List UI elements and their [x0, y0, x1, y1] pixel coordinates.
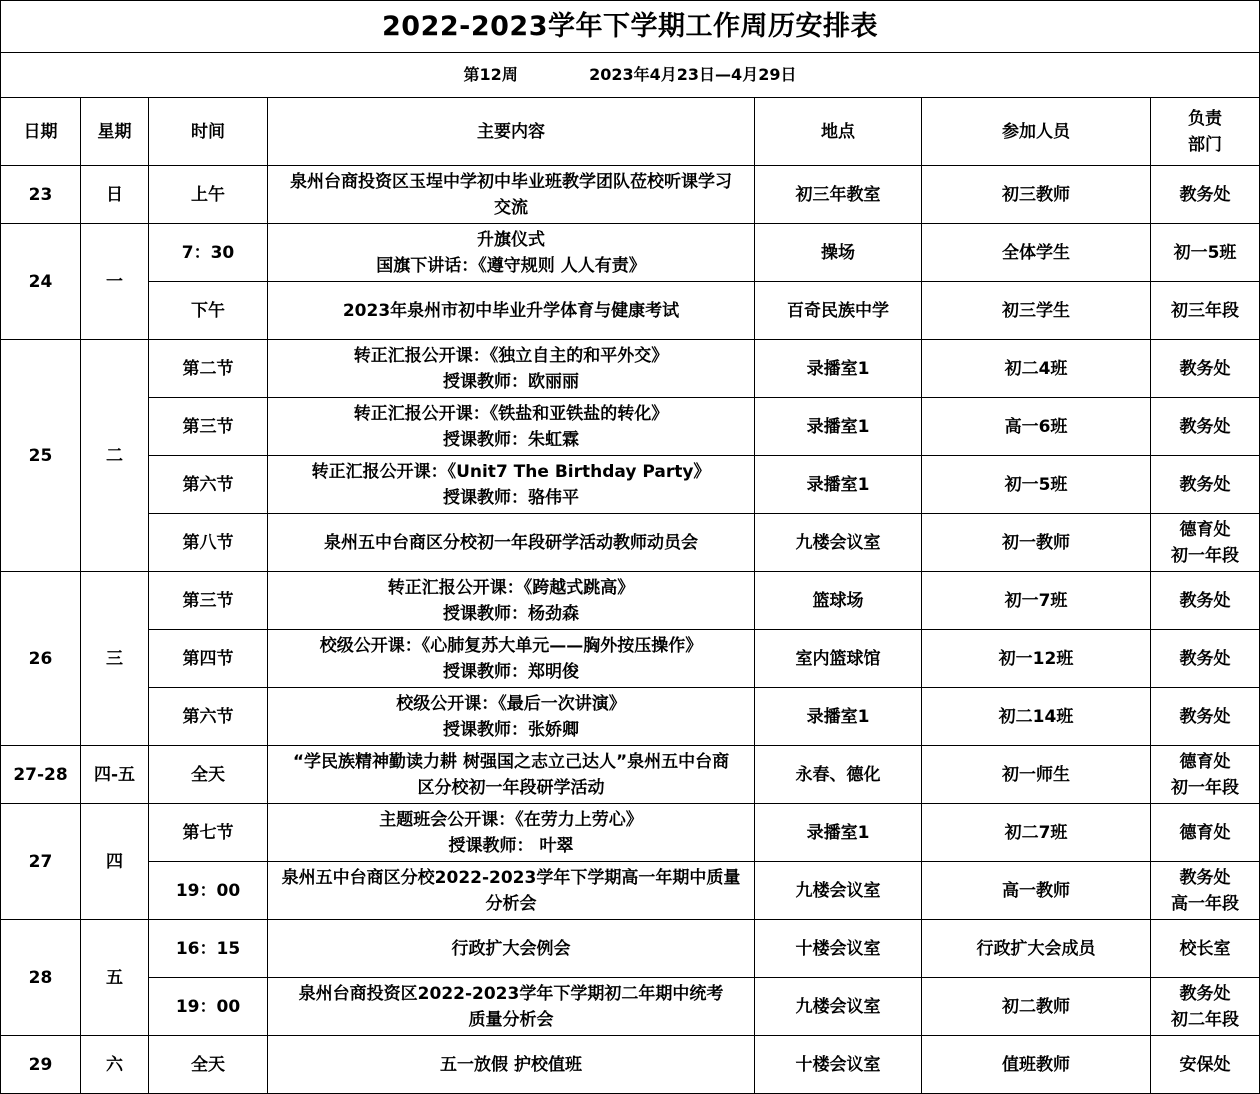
- content-line: 升旗仪式: [477, 229, 545, 250]
- participants-cell: 值班教师: [922, 1036, 1151, 1094]
- dept-cell: [1151, 746, 1260, 804]
- schedule-row: [1, 688, 1260, 746]
- location-cell: 九楼会议室: [755, 862, 922, 920]
- schedule-row: [1, 340, 1260, 398]
- location-cell: 篮球场: [755, 572, 922, 630]
- content-cell: [268, 1036, 755, 1094]
- content-cell: [268, 978, 755, 1036]
- content-line: 转正汇报公开课：《跨越式跳高》: [387, 577, 635, 598]
- weekday-cell: 二: [81, 340, 149, 572]
- content-cell: [268, 746, 755, 804]
- header-participants: 参加人员: [922, 98, 1151, 166]
- date-cell: 26: [1, 572, 81, 746]
- content-line: 五一放假 护校值班: [440, 1054, 582, 1075]
- content-line: 授课教师：杨劲森: [443, 603, 579, 624]
- dept-line: 德育处: [1179, 751, 1231, 772]
- content-line: 转正汇报公开课：《Unit7 The Birthday Party》: [311, 461, 711, 482]
- time-cell: 19：00: [149, 978, 268, 1036]
- dept-line: 教务处: [1179, 983, 1231, 1004]
- content-cell: [268, 514, 755, 572]
- content-cell: [268, 572, 755, 630]
- schedule-row: [1, 862, 1260, 920]
- schedule-row: [1, 282, 1260, 340]
- content-line: 转正汇报公开课：《独立自主的和平外交》: [353, 345, 669, 366]
- date-cell: 29: [1, 1036, 81, 1094]
- dept-line: 初一年段: [1171, 777, 1239, 798]
- participants-cell: 初一7班: [922, 572, 1151, 630]
- participants-cell: 初二7班: [922, 804, 1151, 862]
- time-cell: 7：30: [149, 224, 268, 282]
- schedule-row: [1, 514, 1260, 572]
- weekday-cell: 日: [81, 166, 149, 224]
- content-line: 泉州台商投资区玉埕中学初中毕业班教学团队莅校听课学习: [290, 171, 732, 192]
- schedule-row: [1, 166, 1260, 224]
- dept-line: 校长室: [1179, 938, 1231, 959]
- content-cell: [268, 166, 755, 224]
- content-line: 泉州五中台商区分校初一年段研学活动教师动员会: [324, 532, 698, 553]
- content-line: 分析会: [485, 893, 537, 914]
- dept-cell: [1151, 920, 1260, 978]
- dept-line: 教务处: [1179, 358, 1231, 379]
- content-line: 校级公开课：《心肺复苏大单元——胸外按压操作》: [319, 635, 703, 656]
- header-time: 时间: [149, 98, 268, 166]
- location-cell: 操场: [755, 224, 922, 282]
- participants-cell: 初一5班: [922, 456, 1151, 514]
- participants-cell: 全体学生: [922, 224, 1151, 282]
- participants-cell: 初一教师: [922, 514, 1151, 572]
- participants-cell: 初二教师: [922, 978, 1151, 1036]
- date-cell: 27-28: [1, 746, 81, 804]
- dept-cell: [1151, 804, 1260, 862]
- participants-cell: 初三教师: [922, 166, 1151, 224]
- content-line: 授课教师：骆伟平: [443, 487, 579, 508]
- weekday-cell: 六: [81, 1036, 149, 1094]
- content-cell: [268, 224, 755, 282]
- location-cell: 录播室1: [755, 456, 922, 514]
- location-cell: 永春、德化: [755, 746, 922, 804]
- dept-line: 教务处: [1179, 184, 1231, 205]
- dept-cell: [1151, 340, 1260, 398]
- participants-cell: 行政扩大会成员: [922, 920, 1151, 978]
- header-location: 地点: [755, 98, 922, 166]
- content-cell: [268, 804, 755, 862]
- content-cell: [268, 456, 755, 514]
- participants-cell: 高一教师: [922, 862, 1151, 920]
- header-date: 日期: [1, 98, 81, 166]
- dept-line: 教务处: [1179, 474, 1231, 495]
- participants-cell: 初二4班: [922, 340, 1151, 398]
- content-cell: [268, 920, 755, 978]
- content-line: 授课教师：张娇卿: [443, 719, 579, 740]
- content-line: 泉州五中台商区分校2022-2023学年下学期高一年期中质量: [281, 867, 741, 888]
- dept-line: 教务处: [1179, 648, 1231, 669]
- dept-line: 教务处: [1179, 706, 1231, 727]
- content-line: 质量分析会: [468, 1009, 554, 1030]
- sheet-title: 2022-2023学年下学期工作周历安排表: [1, 1, 1260, 53]
- content-line: 校级公开课：《最后一次讲演》: [396, 693, 626, 714]
- dept-cell: [1151, 166, 1260, 224]
- schedule-row: [1, 746, 1260, 804]
- dept-line: 高一年段: [1171, 893, 1239, 914]
- participants-cell: 初二14班: [922, 688, 1151, 746]
- date-cell: 28: [1, 920, 81, 1036]
- date-cell: 24: [1, 224, 81, 340]
- location-cell: 录播室1: [755, 398, 922, 456]
- time-cell: 全天: [149, 1036, 268, 1094]
- dept-line: 教务处: [1179, 867, 1231, 888]
- dept-line: 初一年段: [1171, 545, 1239, 566]
- time-cell: 第三节: [149, 398, 268, 456]
- content-line: 主题班会公开课：《在劳力上劳心》: [379, 809, 643, 830]
- time-cell: 第六节: [149, 456, 268, 514]
- schedule-row: [1, 224, 1260, 282]
- weekday-cell: 五: [81, 920, 149, 1036]
- schedule-row: [1, 398, 1260, 456]
- dept-line: 初二年段: [1171, 1009, 1239, 1030]
- dept-cell: [1151, 862, 1260, 920]
- dept-cell: [1151, 1036, 1260, 1094]
- dept-cell: [1151, 282, 1260, 340]
- content-line: 2023年泉州市初中毕业升学体育与健康考试: [342, 300, 680, 321]
- time-cell: 下午: [149, 282, 268, 340]
- schedule-row: [1, 1036, 1260, 1094]
- time-cell: 19：00: [149, 862, 268, 920]
- header-dept: [1151, 98, 1260, 166]
- location-cell: 录播室1: [755, 804, 922, 862]
- dept-cell: [1151, 224, 1260, 282]
- dept-cell: [1151, 398, 1260, 456]
- dept-line: 初一5班: [1173, 242, 1237, 263]
- schedule-row: [1, 804, 1260, 862]
- dept-cell: [1151, 456, 1260, 514]
- time-cell: 第二节: [149, 340, 268, 398]
- location-cell: 室内篮球馆: [755, 630, 922, 688]
- weekday-cell: 一: [81, 224, 149, 340]
- content-line: “学民族精神勤读力耕 树强国之志立己达人”泉州五中台商: [292, 751, 730, 772]
- location-cell: 初三年教室: [755, 166, 922, 224]
- time-cell: 第八节: [149, 514, 268, 572]
- content-line: 区分校初一年段研学活动: [417, 777, 605, 798]
- content-cell: [268, 282, 755, 340]
- time-cell: 第六节: [149, 688, 268, 746]
- participants-cell: 初一师生: [922, 746, 1151, 804]
- week-number: 第12周: [463, 65, 518, 84]
- content-line: 泉州台商投资区2022-2023学年下学期初二年期中统考: [298, 983, 724, 1004]
- location-cell: 九楼会议室: [755, 978, 922, 1036]
- content-line: 授课教师：郑明俊: [443, 661, 579, 682]
- content-line: 交流: [494, 197, 528, 218]
- dept-line: 德育处: [1179, 519, 1231, 540]
- dept-cell: [1151, 630, 1260, 688]
- schedule-row: [1, 572, 1260, 630]
- dept-line: 德育处: [1179, 822, 1231, 843]
- date-cell: 23: [1, 166, 81, 224]
- content-line: 授课教师：朱虹霖: [443, 429, 579, 450]
- dept-line: 初三年段: [1171, 300, 1239, 321]
- schedule-row: [1, 630, 1260, 688]
- dept-cell: [1151, 514, 1260, 572]
- date-range: 2023年4月23日—4月29日: [589, 65, 797, 84]
- time-cell: 全天: [149, 746, 268, 804]
- schedule-row: [1, 456, 1260, 514]
- participants-cell: 高一6班: [922, 398, 1151, 456]
- header-dept-line: 部门: [1188, 134, 1222, 155]
- schedule-row: [1, 920, 1260, 978]
- location-cell: 十楼会议室: [755, 920, 922, 978]
- schedule-row: [1, 978, 1260, 1036]
- weekday-cell: 四: [81, 804, 149, 920]
- dept-cell: [1151, 688, 1260, 746]
- participants-cell: 初一12班: [922, 630, 1151, 688]
- content-cell: [268, 688, 755, 746]
- dept-cell: [1151, 572, 1260, 630]
- time-cell: 上午: [149, 166, 268, 224]
- location-cell: 百奇民族中学: [755, 282, 922, 340]
- weekday-cell: 四-五: [81, 746, 149, 804]
- header-content: 主要内容: [268, 98, 755, 166]
- content-cell: [268, 862, 755, 920]
- content-line: 转正汇报公开课：《铁盐和亚铁盐的转化》: [353, 403, 669, 424]
- location-cell: 九楼会议室: [755, 514, 922, 572]
- content-line: 授课教师： 叶翠: [448, 835, 574, 856]
- content-cell: [268, 398, 755, 456]
- content-cell: [268, 340, 755, 398]
- time-cell: 第七节: [149, 804, 268, 862]
- date-cell: 25: [1, 340, 81, 572]
- date-cell: 27: [1, 804, 81, 920]
- time-cell: 16：15: [149, 920, 268, 978]
- location-cell: 十楼会议室: [755, 1036, 922, 1094]
- header-weekday: 星期: [81, 98, 149, 166]
- content-line: 国旗下讲话：《遵守规则 人人有责》: [376, 255, 646, 276]
- time-cell: 第三节: [149, 572, 268, 630]
- week-info: [1, 53, 1260, 98]
- location-cell: 录播室1: [755, 340, 922, 398]
- dept-line: 教务处: [1179, 416, 1231, 437]
- content-line: 授课教师：欧丽丽: [443, 371, 579, 392]
- content-cell: [268, 630, 755, 688]
- dept-line: 教务处: [1179, 590, 1231, 611]
- time-cell: 第四节: [149, 630, 268, 688]
- dept-line: 安保处: [1179, 1054, 1231, 1075]
- dept-cell: [1151, 978, 1260, 1036]
- participants-cell: 初三学生: [922, 282, 1151, 340]
- weekday-cell: 三: [81, 572, 149, 746]
- location-cell: 录播室1: [755, 688, 922, 746]
- header-dept-line: 负责: [1188, 108, 1222, 129]
- content-line: 行政扩大会例会: [451, 938, 571, 959]
